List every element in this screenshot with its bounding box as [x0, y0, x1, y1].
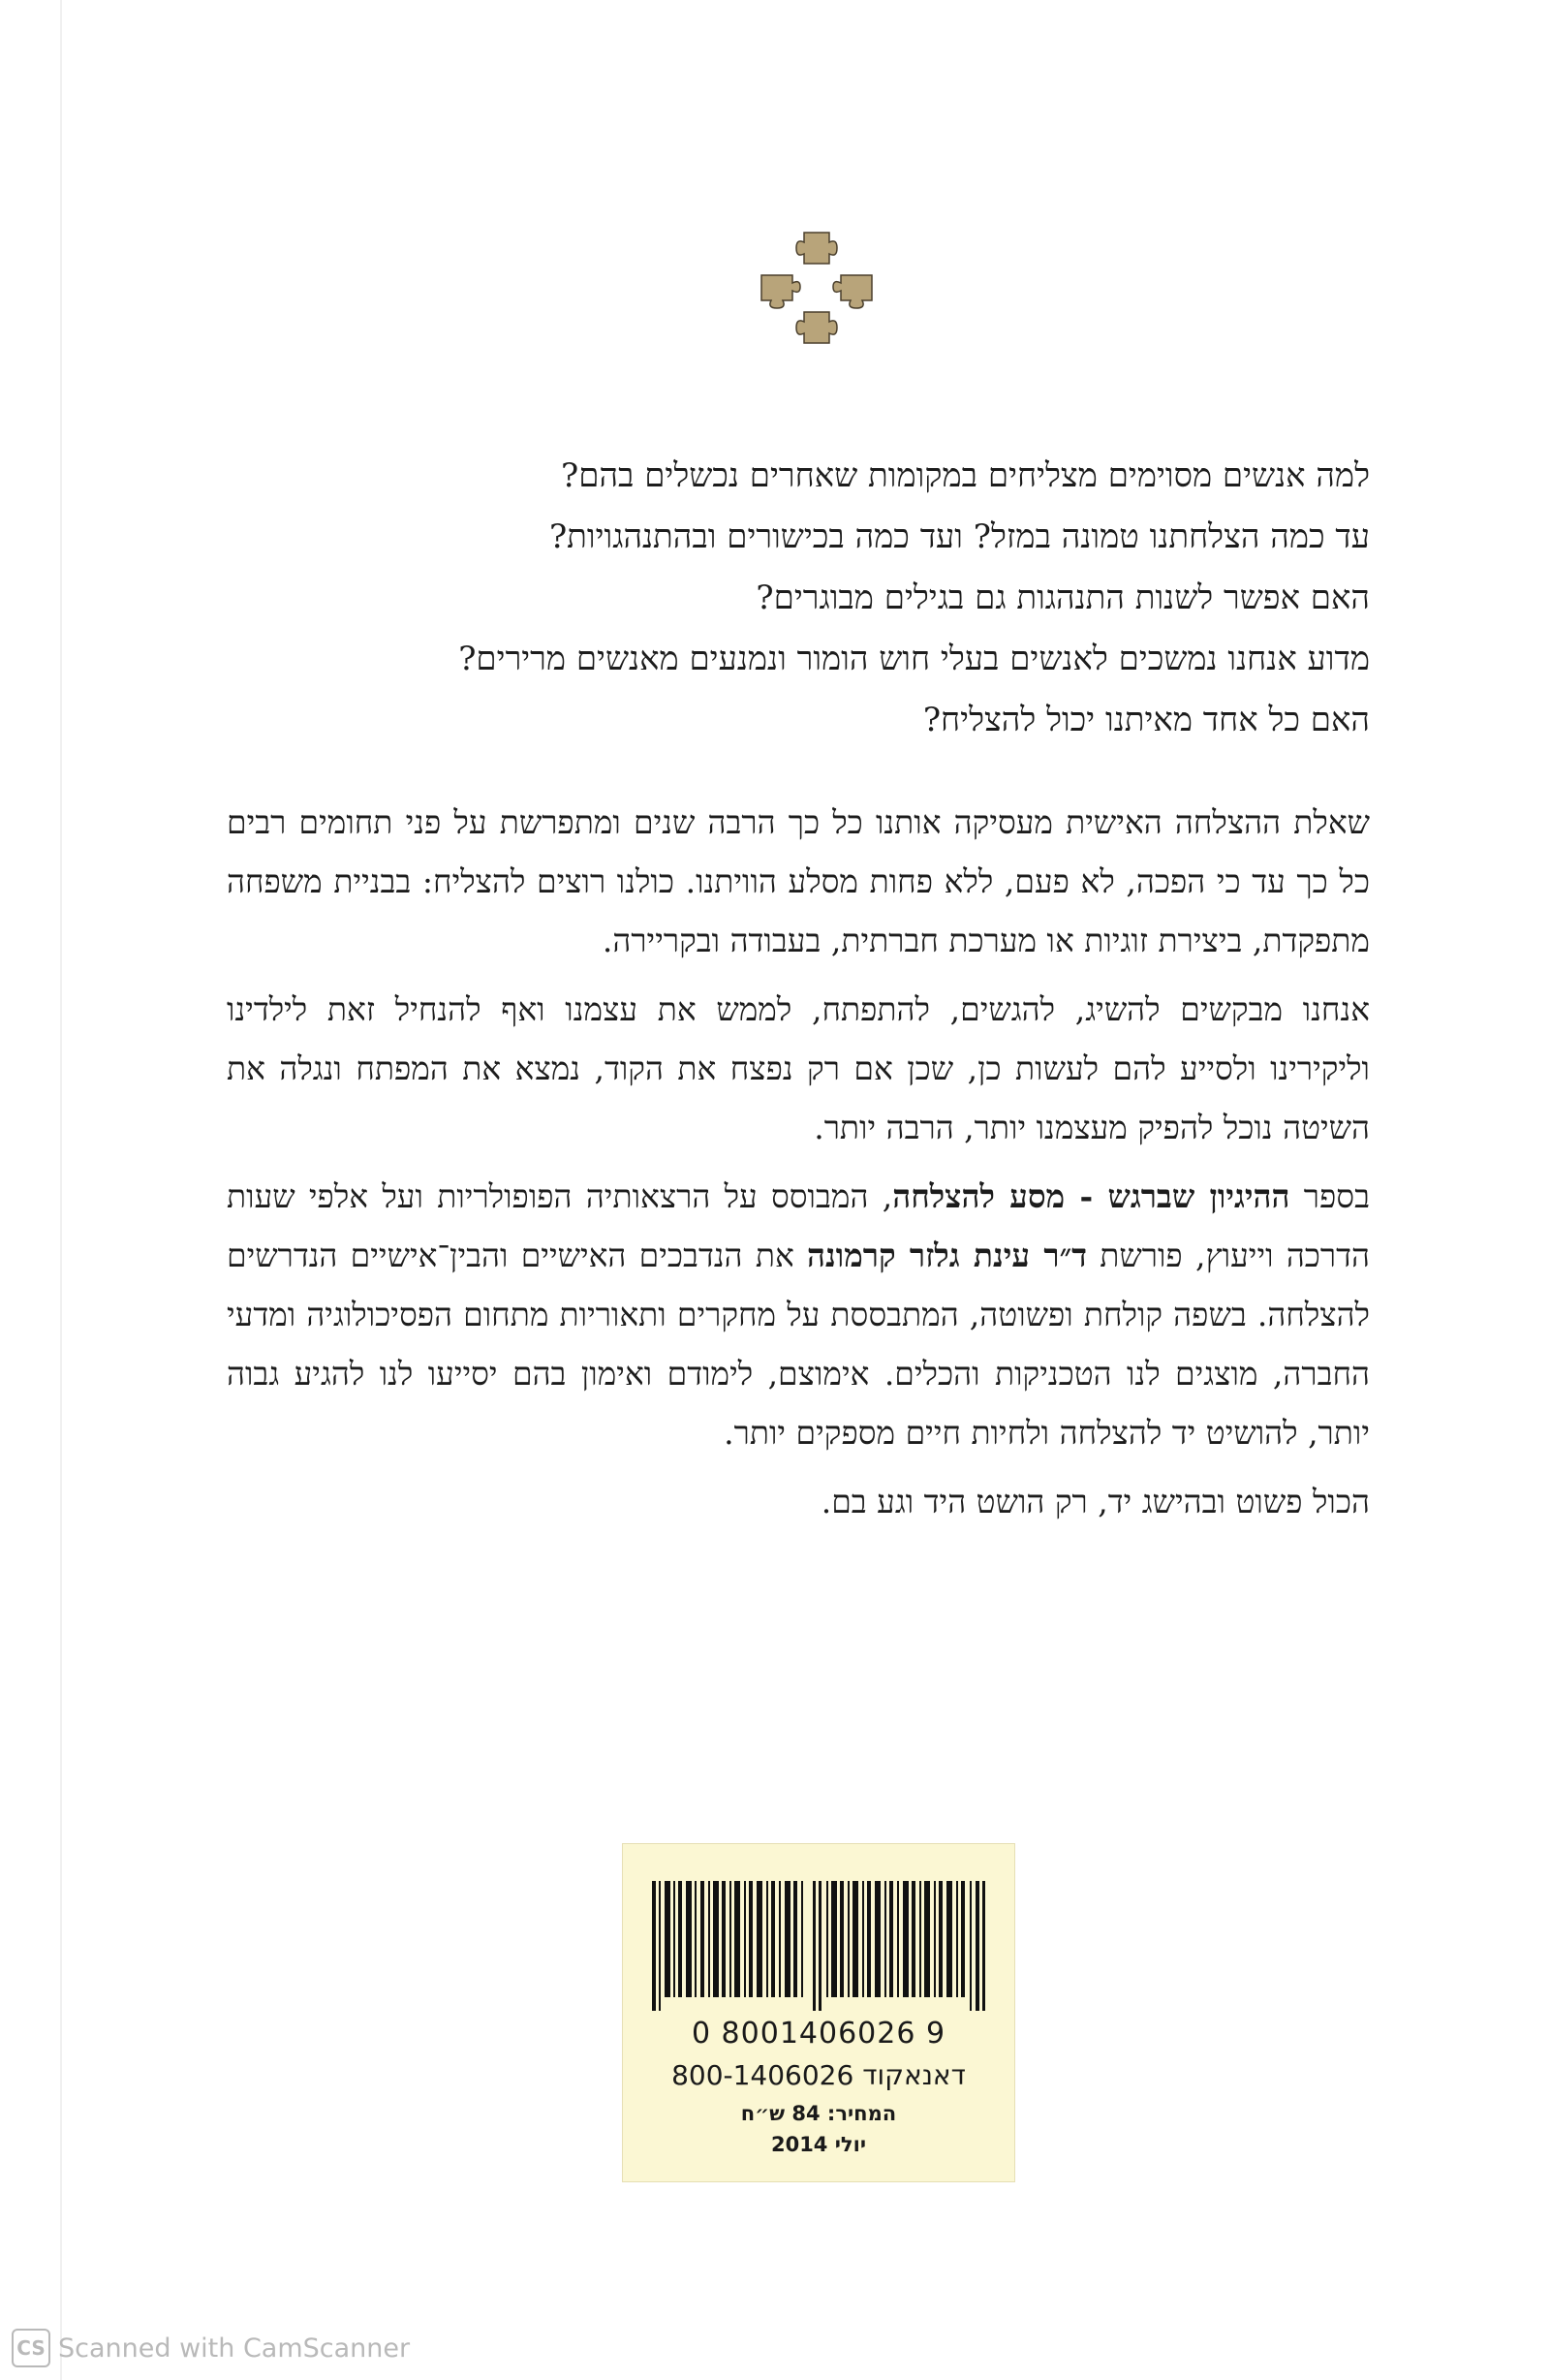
paragraph-4: הכול פשוט ובהישג יד, רק הושט היד וגע בם. [821, 1483, 1370, 1520]
price-text: המחיר: 84 ש״ח [740, 2102, 897, 2125]
question-line: למה אנשים מסוימים מצליחים במקומות שאחרים נכשלים בהם? [561, 456, 1370, 495]
p3-post: את הנדבכים האישיים והבין־אישיים הנדרשים להצלחה. בשפה קולחת ופשוטה, המתבססת על מחקרים ותאוריות מתחום הפסיכולוגיה ומדעי החברה, מוצגים לנו הטכניקות והכלים. אימוצם, לימודם ואימון בהם יסייעו לנו להגיע גבוה יותר, להושיט יד להצלחה ולחיות חיים מספקים יותר. [227, 1237, 1370, 1452]
question-line: האם אפשר לשנות התנהגות גם בגילים מבוגרים? [756, 579, 1370, 617]
author-name: ד״ר עינת גלזר קרמונה [807, 1237, 1087, 1274]
camscanner-logo-icon: CS [12, 2329, 50, 2367]
barcode-number: 0 8001406026 9 [691, 2017, 946, 2051]
blurb-text [227, 793, 1370, 1541]
barcode-label [622, 1843, 1015, 2182]
paragraph-2: אנחנו מבקשים להשיג, להגשים, להתפתח, לממש את עצמנו ואף להנחיל זאת לילדינו וליקירינו ולסייע להם לעשות כן, שכן אם רק נפצח את הקוד, נמצא את המפתח ונגלה את השיטה נוכל להפיק מעצמנו יותר, הרבה יותר. [227, 990, 1370, 1146]
watermark-text: Scanned with CamScanner [58, 2333, 411, 2364]
publish-date-text: יולי 2014 [770, 2133, 867, 2156]
question-line: האם כל אחד מאיתנו יכול להצליח? [922, 701, 1370, 739]
danacode-text: דאנאקוד 800-1406026 [671, 2059, 966, 2091]
question-line: מדוע אנחנו נמשכים לאנשים בעלי חוש הומור ונמנעים מאנשים מרירים? [458, 640, 1370, 678]
paragraph-1: שאלת ההצלחה האישית מעסיקה אותנו כל כך הרבה שנים ומתפרשת על פני תחומים רבים כל כך עד כי הפכה, לא פעם, ללא פחות מסלע הוויתנו. כולנו רוצים להצליח: בבניית משפחה מתפקדת, ביצירת זוגיות או מערכת חברתית, בעבודה ובקריירה. [227, 803, 1370, 959]
p3-mid: , המבוסס על הרצאותיה הפופולריות ועל אלפי שעות הדרכה וייעוץ, פורשת [227, 1177, 1370, 1274]
barcode-icon [652, 1881, 985, 2011]
p3-pre: בספר [1289, 1177, 1370, 1215]
page-edge [60, 0, 62, 2380]
camscanner-watermark [12, 2324, 410, 2372]
book-title: ההיגיון שברגש - מסע להצלחה [892, 1177, 1290, 1215]
puzzle-logo-icon [754, 225, 880, 351]
questions-block [227, 446, 1370, 751]
paragraph-3 [227, 1167, 1370, 1462]
question-line: עד כמה הצלחתנו טמונה במזל? ועד כמה בכישורים ובהתנהגויות? [548, 517, 1370, 556]
